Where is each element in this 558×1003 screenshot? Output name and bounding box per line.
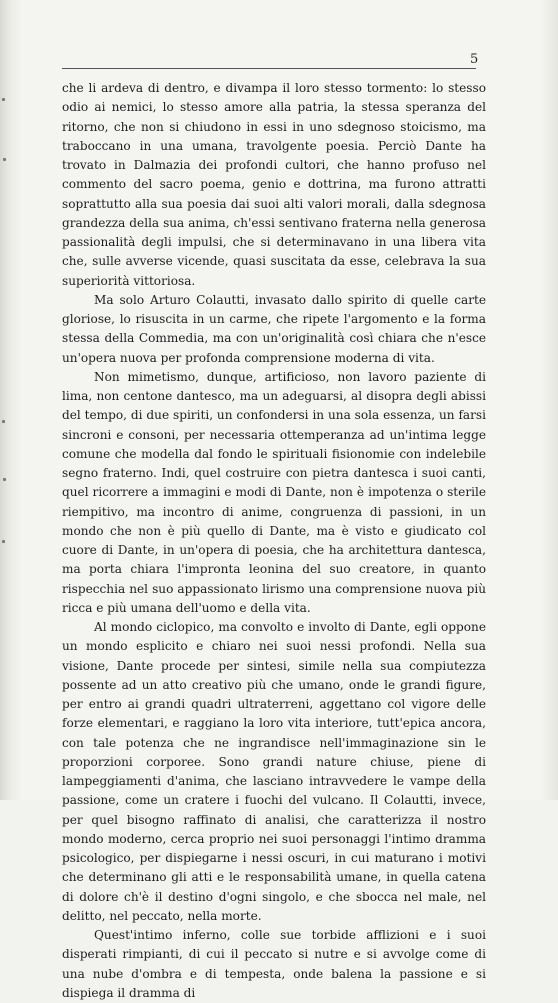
paragraph-5: Quest'intimo inferno, colle sue torbide afflizioni e i suoi disperati rimpianti, di cui il peccato si nutre e si avvolge come di una nube d'ombra e di tempesta, onde balena la passione e si dispiega il dramma di — [62, 928, 486, 1000]
binding-mark — [2, 540, 5, 543]
binding-mark — [3, 478, 6, 481]
paragraph-1: che li ardeva di dentro, e divampa il loro stesso tormento: lo stesso odio ai nemici, lo stesso amore alla patria, la stessa speranza del ritorno, che non si chiudono in essi in uno sdegnoso stoicismo, ma traboccano in una umana, travolgente poesia. Perciò Dante ha trovato in Dalmazia dei profondi cultori, che hanno profuso nel commento del sacro poema, genio e dottrina, ma furono attratti soprattutto alla sua poesia dai suoi alti valori morali, dalla sdegnosa grandezza della sua anima, ch'essi sentivano fraterna nella generosa passionalità degli impulsi, che si determinavano in una libera vita che, sulle avverse vicende, quasi suscitata da esse, celebrava la sua superiorità vittoriosa. — [62, 81, 486, 288]
page-number: 5 — [470, 52, 479, 67]
binding-mark — [3, 158, 6, 161]
paragraph-3: Non mimetismo, dunque, artificioso, non lavoro paziente di lima, non centone dantesco, ma un adeguarsi, al disopra degli abissi del tempo, di due spiriti, un confondersi in una sola essenza, un farsi sincroni e consoni, per necessaria ottemperanza ad un'intima legge comune che modella dal fondo le spirituali fisionomie con indelebile segno fraterno. Indi, quel costruire con pietra dantesca i suoi canti, quel ricorrere a immagini e modi di Dante, non è impotenza o sterile riempitivo, ma incontro di anime, congruenza di passioni, in un mondo che non è più quello di Dante, ma è visto e giudicato col cuore di Dante, in un'opera di poesia, che ha architettura dantesca, ma porta chiara l'impronta leonina del suo creatore, in quanto rispecchia nel suo appassionato lirismo una comprensione nuova più ricca e più umana dell'uomo e della vita. — [62, 369, 486, 615]
body-text — [62, 79, 486, 1003]
paragraph-2: Ma solo Arturo Colautti, invasato dallo spirito di quelle carte gloriose, lo risuscita in un carme, che ripete l'argomento e la forma stessa della Commedia, ma con un'originalità così chiara che n'esce un'opera nuova per profonda comprensione moderna di vita. — [62, 292, 486, 365]
paragraph-4: Al mondo ciclopico, ma convolto e involto di Dante, egli oppone un mondo esplicito e chiaro nei suoi nessi profondi. Nella sua visione, Dante procede per sintesi, simile nella sua compiutezza possente ad un atto creativo più che umano, onde le grandi figure, per entro ai grandi quadri ultraterreni, aggettano col vigore delle forze elementari, e raggiano la loro vita interiore, tutt'epica ancora, con tale potenza che ne ingrandisce nell'immaginazione sin le proporzioni corporee. Sono grandi nature chiuse, piene di lampeggiamenti d'anima, che lasciano intravvedere le vampe della passione, come un cratere i fuochi del vulcano. Il Colautti, invece, per quel bisogno raffinato di analisi, che caratterizza il nostro mondo moderno, cerca proprio nei suoi personaggi l'intimo dramma psicologico, per dispiegarne i nessi oscuri, in cui maturano i motivi che determinano gli atti e le responsabilità umane, in quella catena di dolore ch'è il destino d'ogni singolo, e che sbocca nel male, nel delitto, nel peccato, nella morte. — [62, 620, 486, 923]
binding-mark — [2, 98, 5, 101]
header-rule — [62, 68, 476, 69]
binding-mark — [2, 420, 5, 423]
